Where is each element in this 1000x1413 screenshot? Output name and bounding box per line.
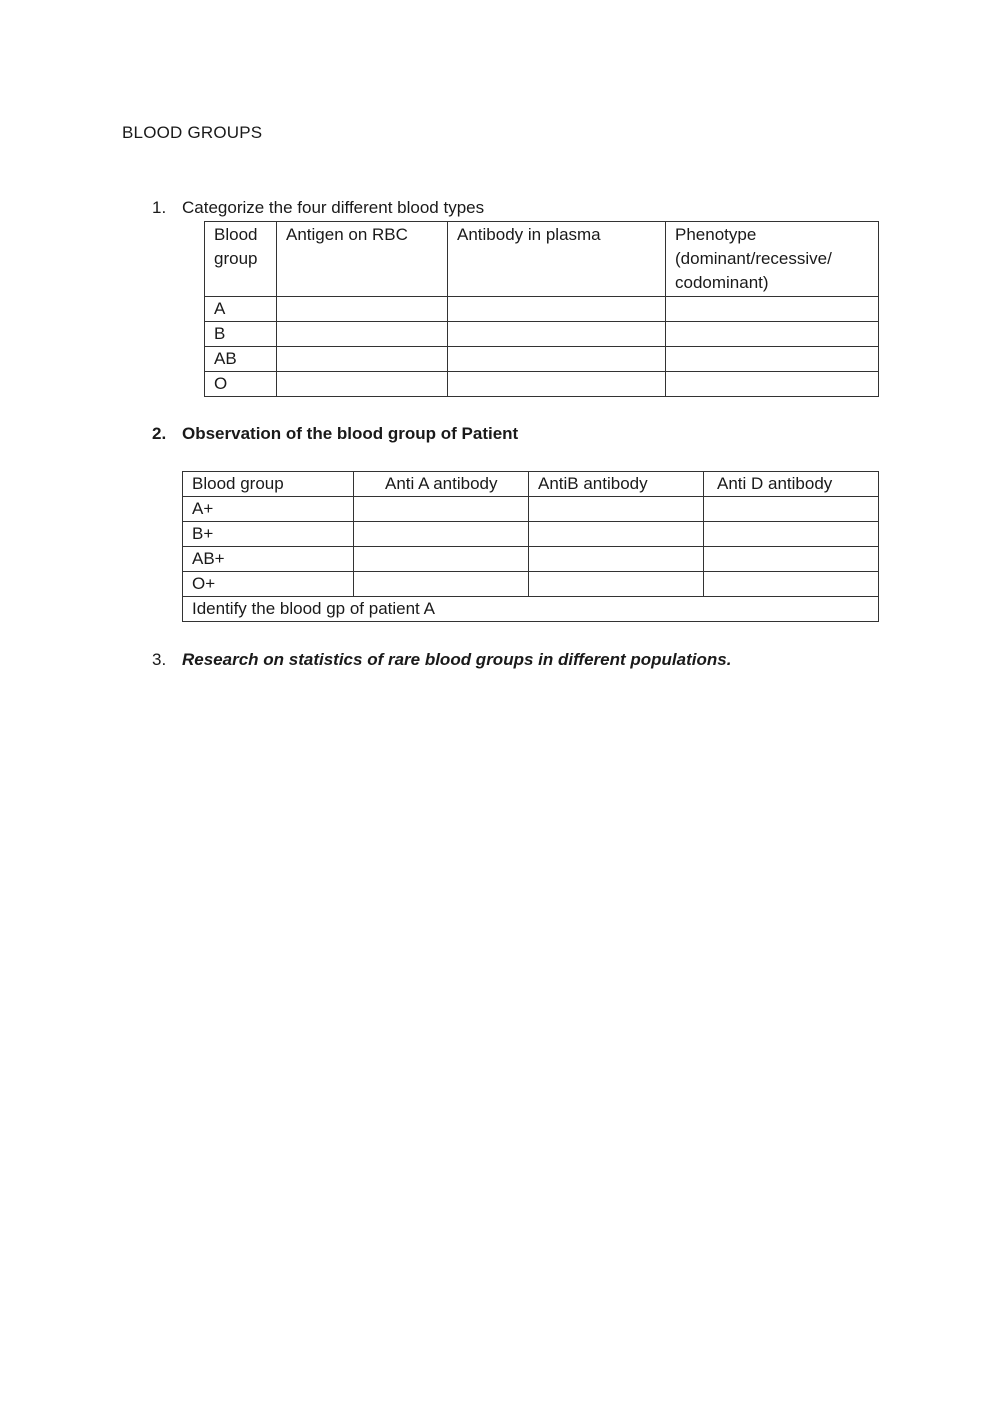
question-1-number: 1. bbox=[152, 198, 167, 217]
header-anti-d: Anti D antibody bbox=[704, 472, 879, 497]
anti-b-cell[interactable] bbox=[529, 547, 704, 572]
question-3 bbox=[152, 650, 731, 670]
row-label: B+ bbox=[183, 522, 354, 547]
antibody-cell[interactable] bbox=[448, 372, 666, 397]
anti-a-cell[interactable] bbox=[354, 572, 529, 597]
table-row bbox=[205, 347, 879, 372]
antibody-cell[interactable] bbox=[448, 322, 666, 347]
blood-types-table bbox=[204, 221, 879, 397]
header-blood-group: Blood group bbox=[183, 472, 354, 497]
identify-patient-cell[interactable]: Identify the blood gp of patient A bbox=[183, 597, 879, 622]
header-antibody: Antibody in plasma bbox=[448, 222, 666, 297]
anti-d-cell[interactable] bbox=[704, 497, 879, 522]
table-row bbox=[183, 572, 879, 597]
anti-d-cell[interactable] bbox=[704, 572, 879, 597]
question-2 bbox=[152, 424, 518, 444]
header-phenotype-line3: codominant) bbox=[675, 273, 769, 292]
header-blood-group-line1: Blood bbox=[214, 225, 258, 244]
row-label: AB bbox=[205, 347, 277, 372]
phenotype-cell[interactable] bbox=[666, 322, 879, 347]
row-label: A+ bbox=[183, 497, 354, 522]
anti-d-cell[interactable] bbox=[704, 547, 879, 572]
anti-a-cell[interactable] bbox=[354, 522, 529, 547]
question-3-text: Research on statistics of rare blood groups in different populations. bbox=[182, 650, 732, 669]
row-label: A bbox=[205, 297, 277, 322]
antigen-cell[interactable] bbox=[277, 347, 448, 372]
header-antigen: Antigen on RBC bbox=[277, 222, 448, 297]
header-phenotype-line1: Phenotype bbox=[675, 225, 757, 244]
table-row bbox=[205, 372, 879, 397]
table-row bbox=[205, 297, 879, 322]
question-1-text: Categorize the four different blood types bbox=[182, 198, 485, 217]
anti-b-cell[interactable] bbox=[529, 572, 704, 597]
header-blood-group bbox=[205, 222, 277, 297]
header-anti-a: Anti A antibody bbox=[354, 472, 529, 497]
antibody-cell[interactable] bbox=[448, 297, 666, 322]
page-title: BLOOD GROUPS bbox=[122, 123, 263, 142]
phenotype-cell[interactable] bbox=[666, 347, 879, 372]
row-label: O bbox=[205, 372, 277, 397]
anti-d-cell[interactable] bbox=[704, 522, 879, 547]
anti-b-cell[interactable] bbox=[529, 497, 704, 522]
antibody-cell[interactable] bbox=[448, 347, 666, 372]
antigen-cell[interactable] bbox=[277, 322, 448, 347]
table-header-row bbox=[205, 222, 879, 297]
row-label: B bbox=[205, 322, 277, 347]
table-row bbox=[183, 497, 879, 522]
table-row bbox=[183, 522, 879, 547]
anti-a-cell[interactable] bbox=[354, 497, 529, 522]
question-1 bbox=[152, 198, 484, 218]
question-2-number: 2. bbox=[152, 424, 167, 443]
table-footer-row bbox=[183, 597, 879, 622]
row-label: O+ bbox=[183, 572, 354, 597]
table-row bbox=[183, 547, 879, 572]
phenotype-cell[interactable] bbox=[666, 297, 879, 322]
anti-a-cell[interactable] bbox=[354, 547, 529, 572]
question-2-text: Observation of the blood group of Patient bbox=[182, 424, 519, 443]
header-phenotype-line2: (dominant/recessive/ bbox=[675, 249, 832, 268]
row-label: AB+ bbox=[183, 547, 354, 572]
patient-observation-table bbox=[182, 471, 879, 622]
antigen-cell[interactable] bbox=[277, 372, 448, 397]
header-blood-group-line2: group bbox=[214, 249, 258, 268]
header-anti-b: AntiB antibody bbox=[529, 472, 704, 497]
anti-b-cell[interactable] bbox=[529, 522, 704, 547]
header-phenotype bbox=[666, 222, 879, 297]
antigen-cell[interactable] bbox=[277, 297, 448, 322]
table-header-row bbox=[183, 472, 879, 497]
question-3-number: 3. bbox=[152, 650, 167, 669]
phenotype-cell[interactable] bbox=[666, 372, 879, 397]
table-row bbox=[205, 322, 879, 347]
